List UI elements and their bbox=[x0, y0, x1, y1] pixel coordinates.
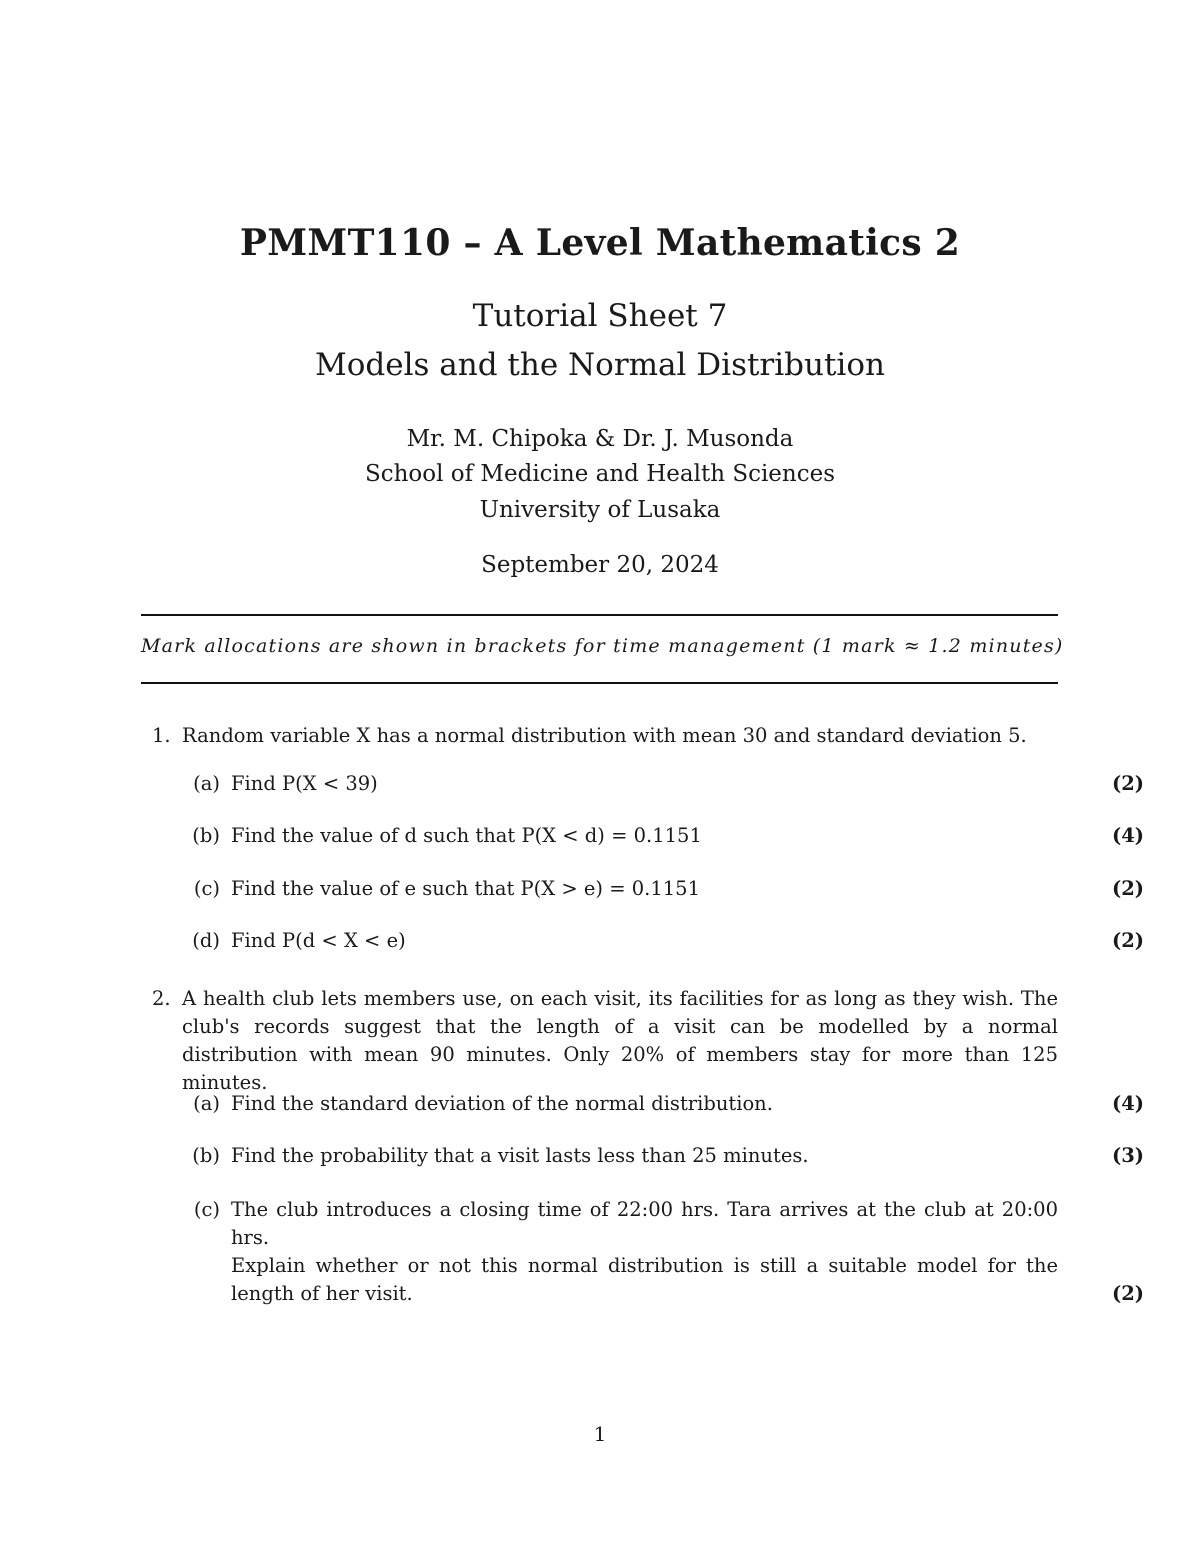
bottom-rule bbox=[141, 682, 1058, 684]
q1-part-c-text: Find the value of e such that P(X > e) = 0.1151 bbox=[231, 877, 700, 900]
q2-part-b-text: Find the probability that a visit lasts less than 25 minutes. bbox=[231, 1144, 809, 1167]
q1-part-a-text: Find P(X < 39) bbox=[231, 772, 378, 795]
question-1-text: Random variable X has a normal distribution with mean 30 and standard deviation 5. bbox=[182, 724, 1027, 747]
q1-part-b-text: Find the value of d such that P(X < d) = 0.1151 bbox=[231, 824, 702, 847]
q2-part-c-explain-text: Explain whether or not this normal distribution is still a suitable model for the length of her visit. bbox=[231, 1254, 1058, 1305]
question-1-number: 1. bbox=[152, 724, 171, 747]
q1-part-b-marks: (4) bbox=[1111, 824, 1144, 847]
q2-part-c-marks: (2) bbox=[1111, 1282, 1144, 1305]
question-2-number: 2. bbox=[152, 987, 171, 1010]
university-name: University of Lusaka bbox=[479, 497, 721, 523]
tutorial-sheet-label: Tutorial Sheet 7 bbox=[472, 298, 728, 334]
q2-part-b-label: (b) bbox=[192, 1144, 220, 1167]
q2-part-c-label: (c) bbox=[193, 1198, 220, 1221]
q1-part-d-label: (d) bbox=[192, 929, 220, 952]
page-number: 1 bbox=[593, 1422, 607, 1446]
q2-part-a-marks: (4) bbox=[1111, 1092, 1144, 1115]
q1-part-b-label: (b) bbox=[192, 824, 220, 847]
q2-part-a-label: (a) bbox=[193, 1092, 220, 1115]
authors: Mr. M. Chipoka & Dr. J. Musonda bbox=[406, 426, 794, 452]
q2-part-b-marks: (3) bbox=[1111, 1144, 1144, 1167]
question-2-text: A health club lets members use, on each visit, its facilities for as long as they wish. The club's records suggest that the length of a visit can be modelled by a normal distribution with mean 90 minutes. Only 20% of members stay for more than 125 minutes. bbox=[182, 987, 1058, 1094]
top-rule bbox=[141, 614, 1058, 616]
q1-part-c-marks: (2) bbox=[1111, 877, 1144, 900]
document-title: PMMT110 – A Level Mathematics 2 bbox=[239, 222, 961, 264]
q1-part-a-label: (a) bbox=[193, 772, 220, 795]
q1-part-d-marks: (2) bbox=[1111, 929, 1144, 952]
mark-allocation-note: Mark allocations are shown in brackets for time management (1 mark ≈ 1.2 minutes) bbox=[141, 635, 1064, 657]
q1-part-c-label: (c) bbox=[193, 877, 220, 900]
sheet-topic: Models and the Normal Distribution bbox=[315, 347, 885, 383]
document-date: September 20, 2024 bbox=[481, 552, 719, 578]
q1-part-a-marks: (2) bbox=[1111, 772, 1144, 795]
q1-part-d-text: Find P(d < X < e) bbox=[231, 929, 406, 952]
q2-part-a-text: Find the standard deviation of the normal distribution. bbox=[231, 1092, 773, 1115]
school-name: School of Medicine and Health Sciences bbox=[364, 461, 836, 487]
q2-part-c-text: The club introduces a closing time of 22:00 hrs. Tara arrives at the club at 20:00 hrs. bbox=[231, 1198, 1058, 1249]
